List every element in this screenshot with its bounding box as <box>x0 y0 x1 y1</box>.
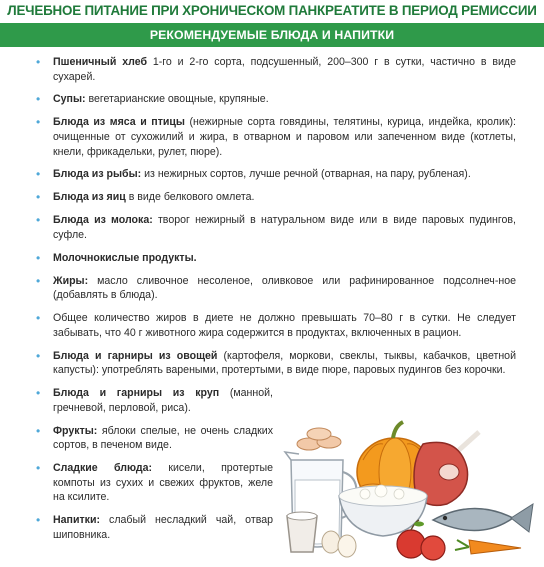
item-label: Блюда и гарниры из круп <box>53 387 220 400</box>
yogurt-cup-icon <box>287 512 317 552</box>
item-text: (нежирные сорта говядины, телятины, курица, индейка, кролик): очищенные от сухожилий и жира, в отварном и паровом или запеченном виде (котлеты, кнели, фрикадельки, рулет, пюре). <box>53 116 516 158</box>
page-title: ЛЕЧЕБНОЕ ПИТАНИЕ ПРИ ХРОНИЧЕСКОМ ПАНКРЕАТИТЕ В ПЕРИОД РЕМИССИИ <box>7 3 537 18</box>
list-item <box>36 424 273 453</box>
section-banner: РЕКОМЕНДУЕМЫЕ БЛЮДА И НАПИТКИ <box>0 23 544 47</box>
list-item <box>36 190 516 205</box>
bullet-icon: • <box>36 92 41 107</box>
item-text: Общее количество жиров в диете не должно превышать 70–80 г в сутки. Не следует забывать, что 40 г животного жира содержится в продуктах, включенных в рацион. <box>53 312 516 339</box>
list-item <box>36 213 516 242</box>
bullet-icon: • <box>36 115 41 130</box>
list-item <box>36 513 273 542</box>
item-text: слабый несладкий чай, отвар шиповника. <box>53 514 273 541</box>
bullet-icon: • <box>36 167 41 182</box>
bullet-icon: • <box>36 250 41 265</box>
item-text: яблоки спелые, не очень сладких сортов, в печеном виде. <box>53 424 273 452</box>
item-label: Блюда и гарниры из овощей <box>53 349 218 362</box>
item-label: Блюда из яиц <box>53 191 126 204</box>
bullet-icon: • <box>36 461 41 476</box>
item-text: из нежирных сортов, лучше речной (отварная, на пару, рубленая). <box>141 168 471 181</box>
bullet-icon: • <box>36 423 41 438</box>
item-label: Жиры: <box>53 274 89 287</box>
item-text: масло сливочное несоленое, оливковое или рафинированное подсолнеч-ное (добавлять в блюда). <box>53 274 516 302</box>
item-label: Блюда из рыбы: <box>53 168 142 181</box>
bullet-icon: • <box>36 55 41 69</box>
bullet-icon: • <box>36 513 41 528</box>
item-label: Пшеничный хлеб <box>53 56 147 68</box>
item-text: кисели, протертые компоты из сухих и свежих фруктов, желе на ксилите. <box>53 462 273 504</box>
bullet-icon: • <box>36 273 41 288</box>
rolls-icon <box>297 428 341 450</box>
list-item <box>36 461 273 505</box>
list-item <box>36 115 516 159</box>
item-text: (манной, гречневой, перловой, риса). <box>53 387 273 414</box>
carrot-icon <box>455 540 521 554</box>
item-label: Супы: <box>53 93 86 106</box>
item-label: Молочнокислые продукты. <box>53 251 197 264</box>
item-label: Блюда из мяса и птицы <box>53 116 185 129</box>
item-label: Сладкие блюда: <box>53 462 153 475</box>
cottage-cheese-bowl-icon <box>339 485 427 536</box>
list-item <box>36 349 516 378</box>
bullet-icon: • <box>36 311 41 326</box>
food-illustration <box>283 392 539 564</box>
item-text: в виде белкового омлета. <box>125 191 255 204</box>
bullet-icon: • <box>36 213 41 228</box>
item-text: творог нежирный в натуральном виде или в виде паровых пудингов, суфле. <box>53 214 516 241</box>
fish-icon <box>433 504 533 532</box>
list-item <box>36 251 516 266</box>
list-item <box>36 274 516 303</box>
list-item <box>36 167 516 182</box>
item-text: 1-го и 2-го сорта, подсушенный, 200–300 г в сутки, частично в виде сухарей. <box>53 56 517 83</box>
list-item <box>36 311 516 340</box>
item-label: Блюда из молока: <box>53 214 153 227</box>
bullet-icon: • <box>36 386 41 401</box>
list-item <box>36 55 516 84</box>
bullet-icon: • <box>36 348 41 363</box>
list-item <box>36 92 516 107</box>
item-label: Напитки: <box>53 514 100 527</box>
item-text: вегетарианские овощные, крупяные. <box>85 93 269 106</box>
bullet-icon: • <box>36 190 41 205</box>
item-text: (картофеля, моркови, свеклы, тыквы, кабачков, цветной капусты): употреблять вареными, протертыми, в виде пюре, паровых пудингов без корочки. <box>53 349 516 377</box>
list-item <box>36 386 273 415</box>
item-label: Фрукты: <box>53 424 98 437</box>
